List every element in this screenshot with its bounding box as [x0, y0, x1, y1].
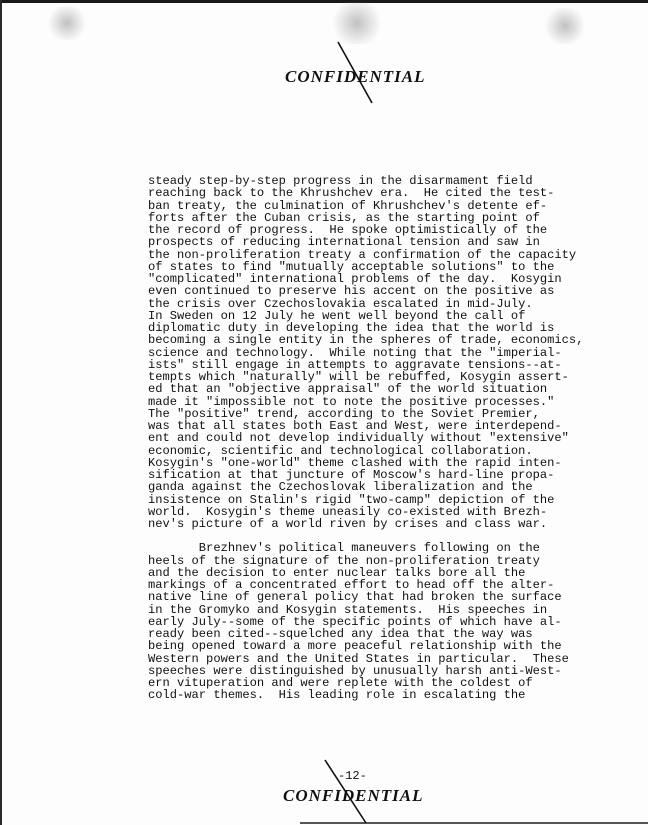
text-line: the record of progress. He spoke optimistically of the	[148, 223, 548, 237]
text-line: even continued to preserve his accent on the positive as	[148, 284, 555, 299]
text-line: world. Kosygin's theme uneasily co-existed with Brezh-	[148, 504, 548, 519]
text-line: Kosygin's "one-world" theme clashed with the rapid inten-	[148, 455, 562, 470]
text-line: economic, scientific and technological collaboration.	[148, 443, 533, 458]
text-line: Western powers and the United States in particular. These	[148, 651, 569, 666]
text-line: prospects of reducing international tension and saw in	[148, 235, 540, 250]
text-line: and the decision to enter nuclear talks bore all the	[148, 565, 526, 580]
text-line: ganda against the Czechoslovak liberalization and the	[148, 480, 533, 495]
text-line: the non-proliferation treaty a confirmation of the capacity	[148, 247, 577, 262]
text-line: insistence on Stalin's rigid "two-camp" depiction of the	[148, 492, 555, 507]
text-line: reaching back to the Khrushchev era. He cited the test-	[148, 186, 555, 201]
text-line: diplomatic duty in developing the idea that the world is	[148, 321, 555, 335]
text-line: early July--some of the specific points of which have al-	[148, 614, 562, 629]
text-line: "complicated" international problems of the day. Kosygin	[148, 272, 562, 286]
text-line: cold-war themes. His leading role in escalating the	[148, 688, 526, 703]
text-line: forts after the Cuban crisis, as the starting point of	[148, 210, 540, 225]
text-line: In Sweden on 12 July he went well beyond the call of	[148, 308, 526, 323]
text-line: heels of the signature of the non-proliferation treaty	[148, 553, 540, 568]
text-line: was that all states both East and West, were interdepend-	[148, 419, 562, 433]
text-line: The "positive" trend, according to the Soviet Premier,	[148, 406, 540, 421]
text-line: science and technology. While noting that the "imperial-	[148, 345, 562, 360]
text-line: becoming a single entity in the spheres of trade, economics,	[148, 333, 584, 348]
text-line: ban treaty, the culmination of Khrushchev's detente ef-	[148, 198, 548, 213]
classification-stamp-bottom: CONFIDENTIAL	[283, 786, 424, 805]
text-line: ed that an "objective appraisal" of the world situation	[148, 382, 548, 397]
text-line: tempts which "naturally" will be rebuffed, Kosygin assert-	[148, 370, 569, 384]
text-line: ists" still engage in attempts to aggravate tensions--at-	[148, 357, 562, 372]
text-line: native line of general policy that had broken the surface	[148, 590, 562, 605]
text-line: markings of a concentrated effort to head off the alter-	[148, 578, 555, 592]
text-line: steady step-by-step progress in the disarmament field	[148, 174, 533, 188]
text-line: Brezhnev's political maneuvers following on the	[148, 541, 540, 556]
text-line: ready been cited--squelched any idea that the way was	[148, 627, 533, 641]
text-line: sification at that juncture of Moscow's hard-line propa-	[148, 468, 555, 482]
text-line: nev's picture of a world riven by crises and class war.	[148, 517, 548, 531]
text-line: of states to find "mutually acceptable solutions" to the	[148, 259, 555, 274]
text-line: made it "impossible not to note the positive processes."	[148, 394, 555, 409]
text-line: the crisis over Czechoslovakia escalated in mid-July.	[148, 296, 533, 311]
text-line: being opened toward a more peaceful relationship with the	[148, 639, 562, 654]
classification-stamp-top: CONFIDENTIAL	[285, 67, 426, 86]
text-line: speeches were distinguished by unusually harsh anti-West-	[148, 663, 562, 678]
page-number: -12-	[338, 769, 367, 783]
text-line: ern vituperation and were replete with the coldest of	[148, 676, 533, 690]
text-line: in the Gromyko and Kosygin statements. His speeches in	[148, 602, 548, 617]
text-line: ent and could not develop individually without "extensive"	[148, 431, 569, 446]
